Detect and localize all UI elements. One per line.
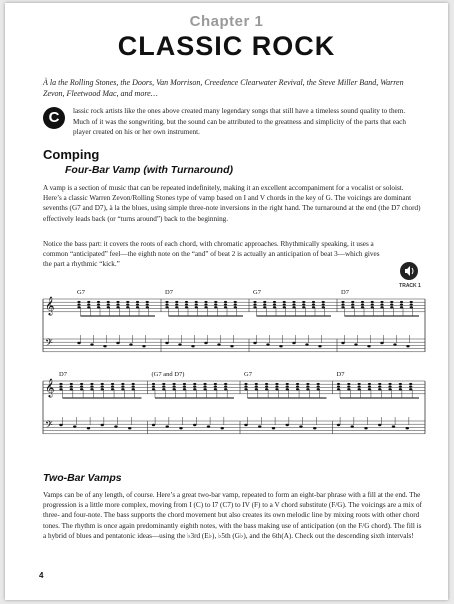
notehead [234, 304, 237, 306]
notehead [87, 306, 90, 308]
bass-note [292, 342, 295, 344]
bass-note [393, 343, 396, 345]
notehead [292, 301, 295, 303]
notehead [322, 301, 325, 303]
notehead [116, 306, 119, 308]
notehead [107, 306, 110, 308]
notehead [286, 386, 289, 388]
notehead [378, 383, 381, 385]
notehead [380, 304, 383, 306]
notehead [410, 304, 413, 306]
notehead [292, 306, 295, 308]
notehead [399, 383, 402, 385]
notehead [116, 301, 119, 303]
notehead [378, 388, 381, 390]
bass-note [299, 425, 302, 427]
notehead [162, 388, 165, 390]
notehead [183, 383, 186, 385]
notehead [107, 304, 110, 306]
bass-note [179, 427, 182, 429]
notehead [368, 386, 371, 388]
notehead [214, 388, 217, 390]
notehead [214, 306, 217, 308]
notehead [70, 388, 73, 390]
bass-note [129, 343, 132, 345]
notehead [121, 383, 124, 385]
bass-note [351, 425, 354, 427]
notehead [255, 386, 258, 388]
notehead [185, 306, 188, 308]
notehead [224, 383, 227, 385]
notehead [358, 388, 361, 390]
notehead [255, 383, 258, 385]
notehead [371, 304, 374, 306]
notehead [224, 388, 227, 390]
bass-note [114, 425, 117, 427]
subheading-four-bar-vamp: Four-Bar Vamp (with Turnaround) [65, 164, 233, 176]
paragraph-two-bar: Vamps can be of any length, of course. Here’s a great two-bar vamp, repeated to form an eight-bar phrase with a fill at the end. The progression is a little more complex, moving from I (C) to I7 (C7) to IV (F) to a V chord substitute (F/G). The voicings are a mix of three- and four-note. The bass supports the chord movement but also creates its own melodic line by mixing roots with other chord tones. The rhythm is once again predominantly eighth notes, with the bass making use of anticipation (on the F/G chord). The fill is a hybrid of blues and pentatonic ideas—using the ♭3rd (E♭), ♭5th (G♭), and the 6th(A). Check out the descending sixth intervals! [43, 491, 422, 540]
notehead [136, 304, 139, 306]
bass-note [152, 424, 155, 426]
notehead [101, 388, 104, 390]
notehead [162, 386, 165, 388]
notehead [306, 388, 309, 390]
notehead [380, 301, 383, 303]
notehead [244, 388, 247, 390]
notehead [388, 386, 391, 388]
notehead [132, 388, 135, 390]
notehead [388, 383, 391, 385]
notehead [409, 383, 412, 385]
notehead [244, 386, 247, 388]
notehead [165, 306, 168, 308]
notehead [263, 304, 266, 306]
notehead [132, 386, 135, 388]
chord-symbol: G7 [77, 289, 85, 296]
notehead [121, 386, 124, 388]
chord-symbol: D7 [336, 371, 345, 378]
bass-note [258, 425, 261, 427]
notehead [101, 383, 104, 385]
notehead [136, 306, 139, 308]
bass-clef: 𝄢 [45, 337, 53, 351]
notehead [111, 388, 114, 390]
notehead [195, 306, 198, 308]
notehead [90, 388, 93, 390]
notehead [283, 304, 286, 306]
notehead [214, 386, 217, 388]
notehead [107, 301, 110, 303]
notehead [175, 304, 178, 306]
notehead [224, 301, 227, 303]
bass-note [341, 342, 344, 344]
notehead [265, 386, 268, 388]
notehead [380, 306, 383, 308]
notehead [302, 306, 305, 308]
notehead [77, 301, 80, 303]
notehead [322, 304, 325, 306]
notehead [410, 301, 413, 303]
bass-note [221, 427, 224, 429]
notehead [400, 304, 403, 306]
bass-note [87, 427, 90, 429]
notehead [275, 386, 278, 388]
bass-note [178, 343, 181, 345]
bass-note [364, 427, 367, 429]
notehead [90, 383, 93, 385]
bass-note [378, 424, 381, 426]
notehead [337, 383, 340, 385]
notehead [337, 386, 340, 388]
notehead [390, 306, 393, 308]
notehead [317, 383, 320, 385]
notehead [378, 386, 381, 388]
notehead [275, 383, 278, 385]
bass-note [166, 425, 169, 427]
notehead [126, 301, 129, 303]
notehead [253, 304, 256, 306]
notehead [371, 306, 374, 308]
page-number: 4 [39, 571, 44, 580]
notehead [87, 301, 90, 303]
notehead [302, 301, 305, 303]
notehead [97, 301, 100, 303]
notehead [116, 304, 119, 306]
bass-note [337, 424, 340, 426]
chord-symbol: D7 [59, 371, 67, 378]
notehead [399, 388, 402, 390]
notehead [87, 304, 90, 306]
notehead [296, 388, 299, 390]
notehead [409, 386, 412, 388]
bass-note [380, 342, 383, 344]
notehead [273, 301, 276, 303]
chapter-label: Chapter 1 [189, 13, 264, 30]
notehead [265, 383, 268, 385]
bass-note [286, 424, 289, 426]
track-label: TRACK 1 [399, 283, 421, 289]
paragraph-vamp: A vamp is a section of music that can be repeated indefinitely, making it an excellent accompaniment for a vocalist or soloist. Here’s a classic Warren Zevon/Rolling Stones type of vamp based on I and V chords in the key of G. The voicings are dominant sevenths (G7 and D7), à la the blues, using simple three-note inversions in the right hand. The turnaround at the end (the D7 chord) effectively leads back (or “turns around”) back to the beginning. [43, 184, 421, 223]
notehead [399, 386, 402, 388]
notehead [70, 383, 73, 385]
notehead [77, 306, 80, 308]
bass-note [207, 425, 210, 427]
notehead [322, 306, 325, 308]
notehead [80, 383, 83, 385]
notehead [183, 388, 186, 390]
notehead [204, 306, 207, 308]
notehead [214, 304, 217, 306]
notehead [162, 383, 165, 385]
notehead [165, 304, 168, 306]
bass-note [77, 342, 80, 344]
notehead [203, 386, 206, 388]
notehead [234, 306, 237, 308]
bass-note [318, 345, 321, 347]
notehead [126, 304, 129, 306]
notehead [70, 386, 73, 388]
paragraph-bass: Notice the bass part: it covers the roots of each chord, with chromatic approaches. Rhythmically speaking, it uses a common “anticipated” feel—the eighth note on the “and” of beat 2 is actually an anticipation of beat 3—which gives the part a rhythmic “kick.” [43, 240, 380, 269]
bass-note [279, 345, 282, 347]
notehead [400, 301, 403, 303]
notehead [371, 301, 374, 303]
notehead [152, 388, 155, 390]
notehead [193, 388, 196, 390]
notehead [306, 383, 309, 385]
notehead [341, 306, 344, 308]
bass-note [230, 345, 233, 347]
bass-note [128, 427, 131, 429]
notehead [283, 306, 286, 308]
notehead [312, 306, 315, 308]
notehead [410, 306, 413, 308]
bass-note [90, 343, 93, 345]
notehead [358, 386, 361, 388]
notehead [193, 386, 196, 388]
notehead [390, 304, 393, 306]
notehead [204, 304, 207, 306]
notehead [400, 306, 403, 308]
notehead [224, 386, 227, 388]
notehead [253, 306, 256, 308]
bass-note [253, 342, 256, 344]
notehead [173, 386, 176, 388]
notehead [368, 388, 371, 390]
bass-note [217, 343, 220, 345]
section-heading: Comping [43, 147, 100, 162]
notehead [132, 383, 135, 385]
notehead [263, 301, 266, 303]
notehead [302, 304, 305, 306]
notehead [146, 304, 149, 306]
chord-symbol: G7 [244, 371, 252, 378]
bass-note [313, 427, 316, 429]
notehead [183, 386, 186, 388]
notehead [97, 306, 100, 308]
bass-note [305, 343, 308, 345]
bass-note [392, 425, 395, 427]
chapter-title: CLASSIC ROCK [117, 31, 336, 61]
notehead [136, 301, 139, 303]
notehead [146, 306, 149, 308]
notehead [224, 304, 227, 306]
notehead [358, 383, 361, 385]
notehead [273, 306, 276, 308]
notehead [255, 388, 258, 390]
notehead [253, 301, 256, 303]
notehead [59, 386, 62, 388]
notehead [111, 383, 114, 385]
bass-note [191, 345, 194, 347]
notehead [283, 301, 286, 303]
notehead [173, 383, 176, 385]
notehead [265, 388, 268, 390]
notehead [286, 383, 289, 385]
notehead [368, 383, 371, 385]
notehead [361, 301, 364, 303]
notehead [273, 304, 276, 306]
notehead [203, 383, 206, 385]
notehead [351, 301, 354, 303]
notehead [195, 301, 198, 303]
notehead [101, 386, 104, 388]
chord-symbol: D7 [165, 289, 173, 296]
bass-note [193, 424, 196, 426]
notehead [152, 383, 155, 385]
bass-note [103, 345, 106, 347]
bass-note [354, 343, 357, 345]
notehead [195, 304, 198, 306]
notehead [361, 306, 364, 308]
chord-symbol: D7 [341, 289, 349, 296]
notehead [361, 304, 364, 306]
book-page [5, 3, 448, 600]
notehead [77, 304, 80, 306]
bass-note [272, 427, 275, 429]
notehead [244, 383, 247, 385]
subheading-two-bar-vamps: Two-Bar Vamps [43, 472, 122, 484]
notehead [390, 301, 393, 303]
chord-symbol: G7 [253, 289, 261, 296]
notehead [312, 301, 315, 303]
treble-clef: 𝄞 [45, 298, 55, 315]
notehead [121, 388, 124, 390]
treble-clef: 𝄞 [45, 380, 55, 397]
notehead [173, 388, 176, 390]
notehead [97, 304, 100, 306]
notehead [214, 301, 217, 303]
notehead [234, 301, 237, 303]
notehead [312, 304, 315, 306]
notehead [275, 388, 278, 390]
notehead [203, 388, 206, 390]
notehead [175, 301, 178, 303]
notehead [351, 306, 354, 308]
notehead [317, 386, 320, 388]
notehead [306, 386, 309, 388]
notehead [175, 306, 178, 308]
notehead [90, 386, 93, 388]
notehead [341, 304, 344, 306]
notehead [388, 388, 391, 390]
notehead [185, 304, 188, 306]
notehead [224, 306, 227, 308]
notehead [146, 301, 149, 303]
notehead [337, 388, 340, 390]
intro-text: À la the Rolling Stones, the Doors, Van Morrison, Creedence Clearwater Revival, the Steve Miller Band, Warren Zevon, Fleetwood Mac, and more… [43, 78, 404, 98]
notehead [111, 386, 114, 388]
notehead [409, 388, 412, 390]
notehead [59, 383, 62, 385]
bass-clef: 𝄢 [45, 419, 53, 433]
bass-note [142, 345, 145, 347]
bass-note [204, 342, 207, 344]
notehead [286, 388, 289, 390]
bass-note [59, 424, 62, 426]
notehead [347, 388, 350, 390]
notehead [347, 383, 350, 385]
notehead [347, 386, 350, 388]
notehead [126, 306, 129, 308]
notehead [214, 383, 217, 385]
drop-cap: C [43, 107, 65, 129]
notehead [292, 304, 295, 306]
bass-note [73, 425, 76, 427]
notehead [317, 388, 320, 390]
notehead [80, 386, 83, 388]
notehead [296, 386, 299, 388]
notehead [59, 388, 62, 390]
bass-note [406, 427, 409, 429]
notehead [296, 383, 299, 385]
bass-note [165, 342, 168, 344]
notehead [341, 301, 344, 303]
notehead [263, 306, 266, 308]
notehead [152, 386, 155, 388]
notehead [185, 301, 188, 303]
notehead [204, 301, 207, 303]
notehead [351, 304, 354, 306]
notehead [80, 388, 83, 390]
notehead [193, 383, 196, 385]
bass-note [406, 345, 409, 347]
bass-note [367, 345, 370, 347]
bass-note [101, 424, 104, 426]
bass-note [116, 342, 119, 344]
bass-note [266, 343, 269, 345]
lead-paragraph: lassic rock artists like the ones above created many legendary songs that still have a timeless sound quality to them. Much of it was the songwriting, but the sound can be attributed to the greatness and simplicity of the parts that each player created on his or her own instrument. [73, 107, 406, 136]
bass-note [244, 424, 247, 426]
notehead [165, 301, 168, 303]
chord-symbol: (G7 and D7) [151, 371, 185, 378]
